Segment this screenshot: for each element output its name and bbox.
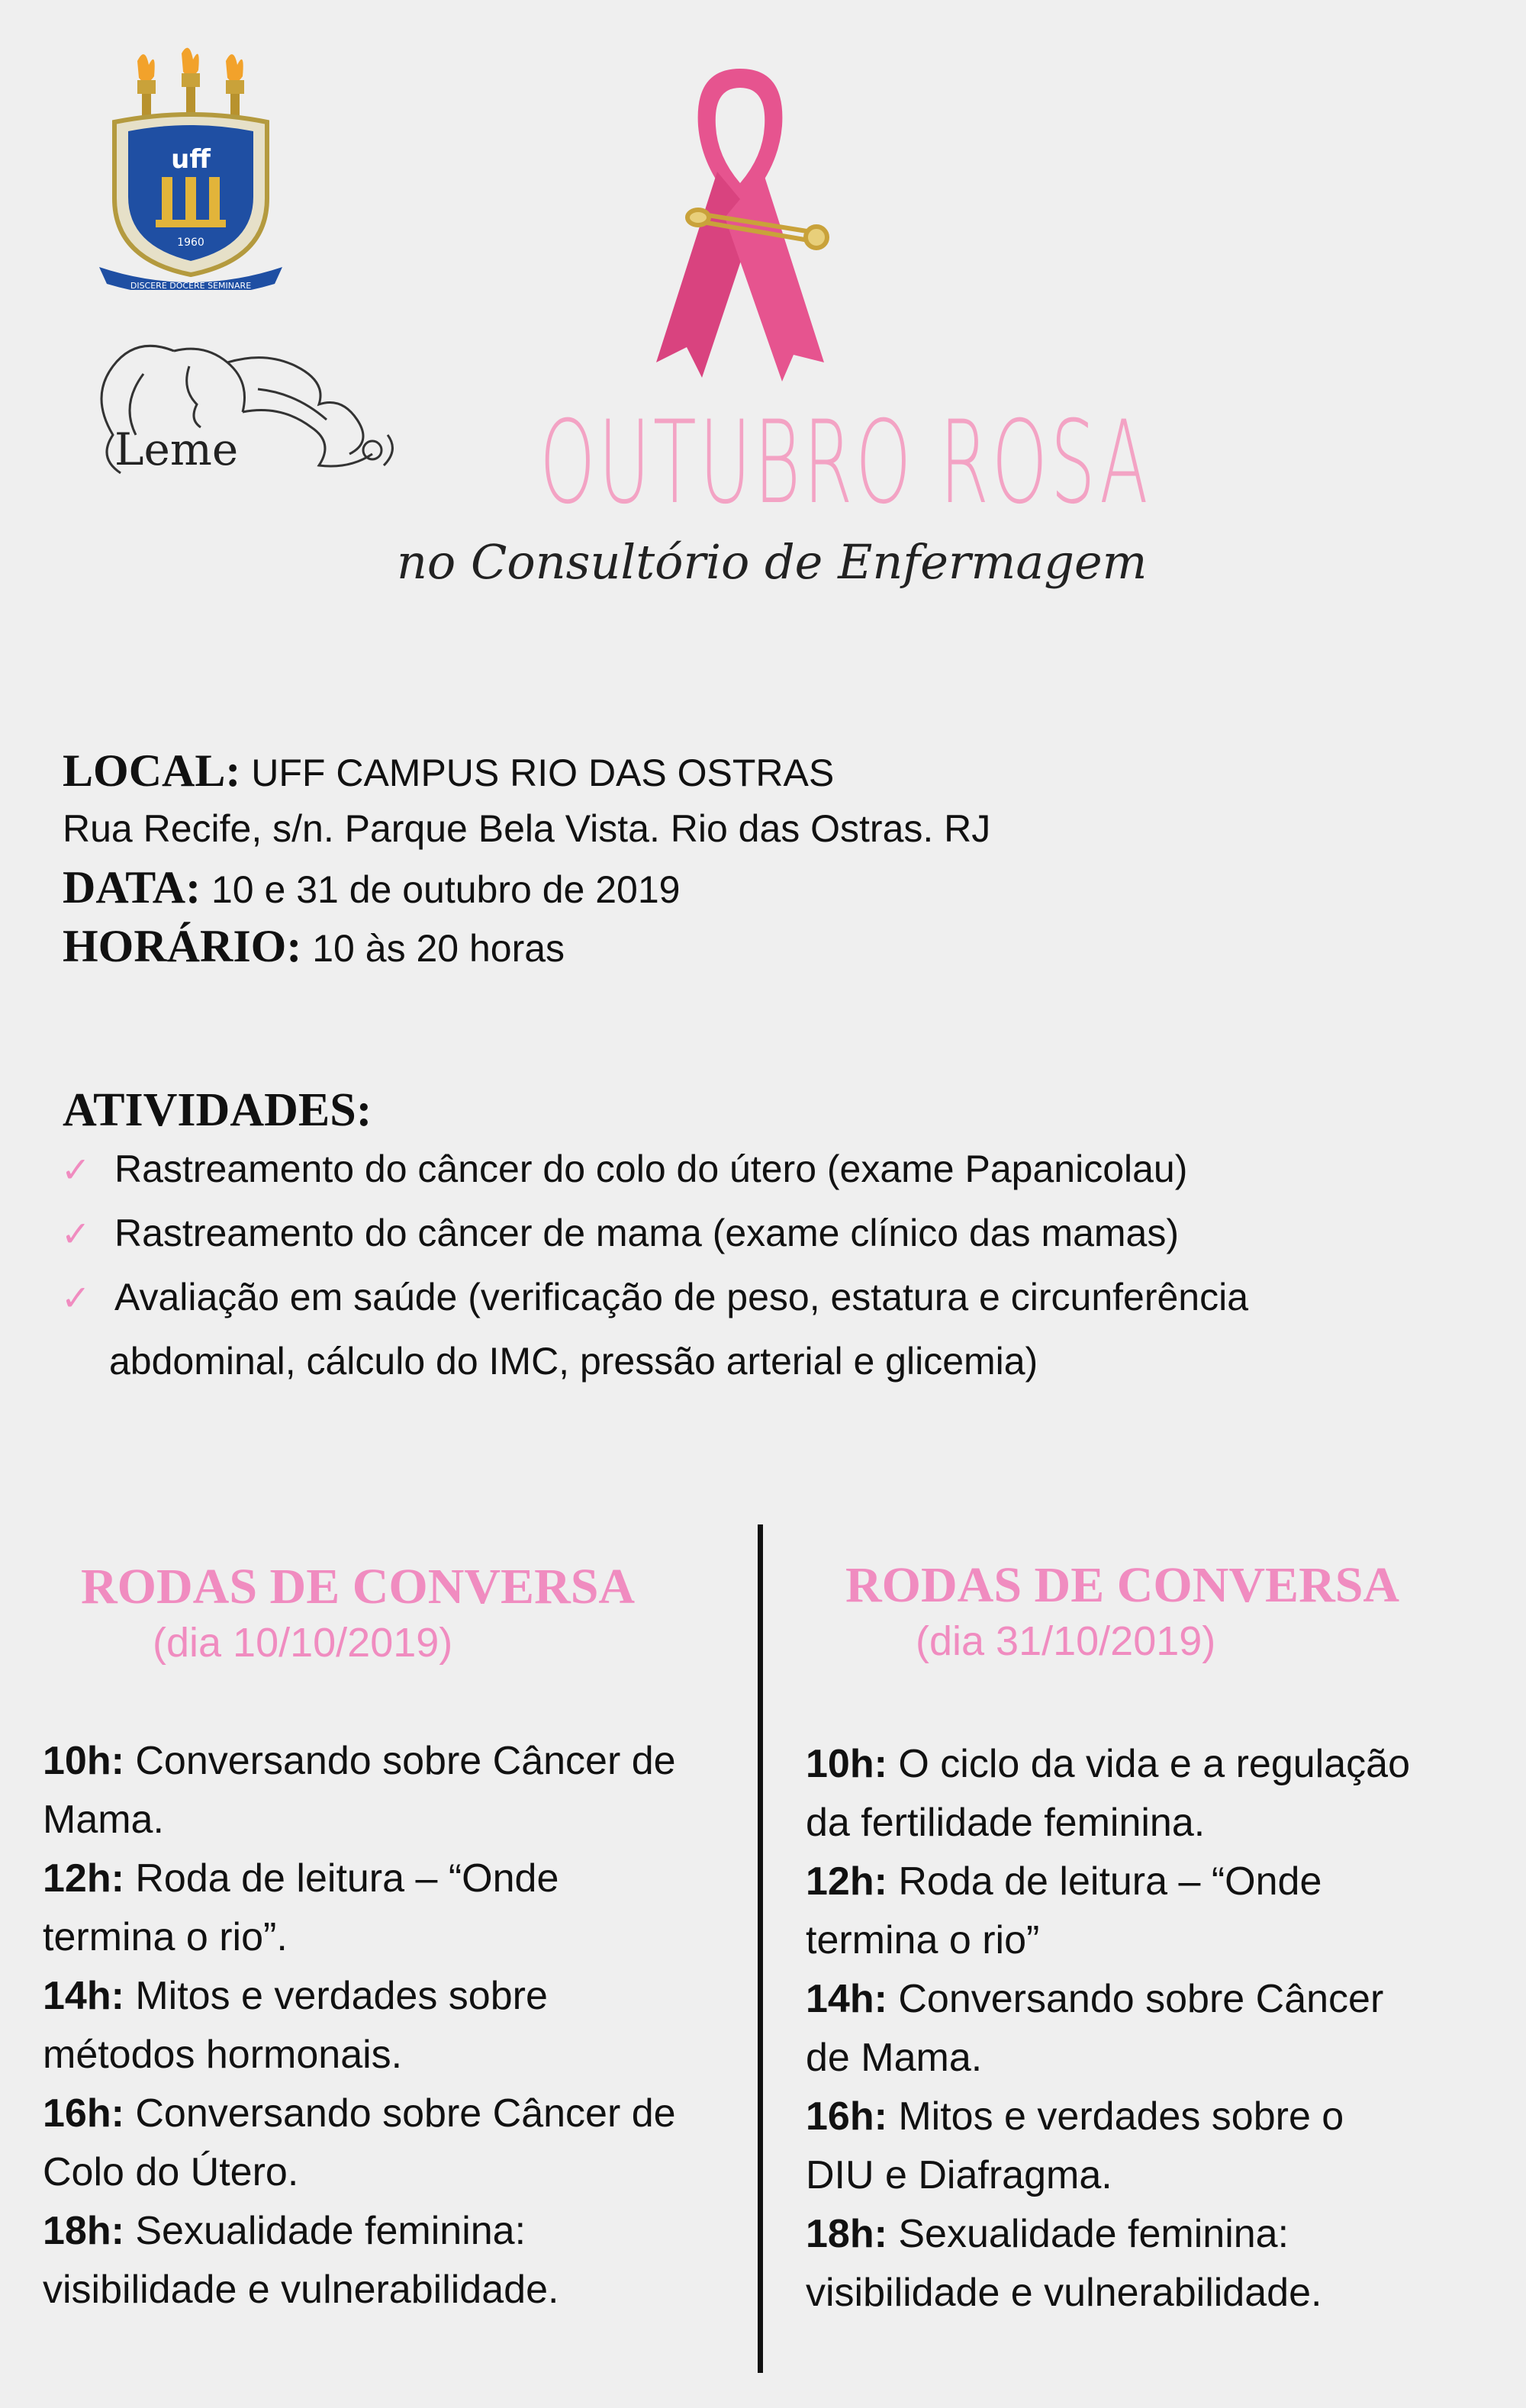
local-line: [63, 742, 834, 802]
schedule-text: Roda de leitura – “Onde: [887, 1859, 1322, 1904]
schedule-text: da fertilidade feminina.: [806, 1801, 1206, 1845]
time-value: 10 às 20 horas: [312, 927, 565, 970]
activity-item: [61, 1137, 1187, 1202]
activity-text: Rastreamento do câncer de mama (exame clínico das mamas): [114, 1212, 1180, 1254]
schedule-entry: [43, 2084, 729, 2202]
schedule-entry: [43, 1967, 729, 2084]
schedule-time: 10h:: [806, 1742, 887, 1786]
date-line: [63, 858, 680, 919]
date-label: DATA:: [63, 862, 201, 913]
schedule-time: 16h:: [806, 2094, 887, 2139]
right-schedule: [806, 1735, 1492, 2323]
schedule-time: 14h:: [43, 1974, 124, 2018]
pink-ribbon-icon: [626, 57, 855, 385]
schedule-entry: [43, 1849, 729, 1967]
date-value: 10 e 31 de outubro de 2019: [211, 868, 681, 911]
checkmark-icon: ✓: [61, 1278, 91, 1318]
local-label: LOCAL:: [63, 745, 241, 796]
schedule-text: Conversando sobre Câncer de: [124, 1739, 676, 1783]
schedule-time: 12h:: [43, 1856, 124, 1901]
schedule-text: Mama.: [43, 1798, 164, 1842]
schedule-time: 18h:: [43, 2209, 124, 2253]
schedule-text: DIU e Diafragma.: [806, 2153, 1112, 2197]
schedule-text: Mitos e verdades sobre: [124, 1974, 548, 2018]
activity-text: Rastreamento do câncer do colo do útero (exame Papanicolau): [114, 1148, 1188, 1190]
schedule-entry: [806, 2088, 1492, 2205]
svg-text:1960: 1960: [177, 237, 204, 249]
schedule-entry: [806, 1970, 1492, 2088]
schedule-text: métodos hormonais.: [43, 2033, 403, 2077]
schedule-text: visibilidade e vulnerabilidade.: [806, 2271, 1322, 2315]
svg-text:uff: uff: [171, 144, 211, 175]
event-subtitle: no Consultório de Enfermagem: [397, 534, 1148, 590]
schedule-time: 18h:: [806, 2212, 887, 2256]
activity-text-continued: abdominal, cálculo do IMC, pressão arterial e glicemia): [109, 1340, 1038, 1383]
time-line: [63, 917, 565, 977]
schedule-text: termina o rio”: [806, 1918, 1040, 1962]
schedule-entry: [806, 1735, 1492, 1853]
schedule-text: Sexualidade feminina:: [887, 2212, 1289, 2256]
activity-text: Avaliação em saúde (verificação de peso, estatura e circunferência: [114, 1276, 1249, 1318]
schedule-time: 14h:: [806, 1977, 887, 2021]
right-rodas-date: (dia 31/10/2019): [916, 1618, 1216, 1664]
schedule-text: visibilidade e vulnerabilidade.: [43, 2268, 559, 2312]
checkmark-icon: ✓: [61, 1150, 91, 1190]
schedule-entry: [43, 1732, 729, 1849]
left-schedule: [43, 1732, 729, 2319]
schedule-time: 16h:: [43, 2091, 124, 2136]
column-divider: [758, 1524, 763, 2373]
activity-item: [61, 1265, 1248, 1330]
schedule-text: Colo do Útero.: [43, 2150, 299, 2194]
schedule-text: Conversando sobre Câncer: [887, 1977, 1384, 2021]
svg-text:DISCERE DOCERE SEMINARE: DISCERE DOCERE SEMINARE: [130, 281, 252, 290]
schedule-time: 10h:: [43, 1739, 124, 1783]
schedule-text: de Mama.: [806, 2036, 983, 2080]
address-line: Rua Recife, s/n. Parque Bela Vista. Rio das Ostras. RJ: [63, 807, 991, 850]
schedule-text: Mitos e verdades sobre o: [887, 2094, 1344, 2139]
schedule-text: Conversando sobre Câncer de: [124, 2091, 676, 2136]
time-label: HORÁRIO:: [63, 921, 302, 971]
schedule-entry: [806, 2205, 1492, 2323]
schedule-entry: [806, 1853, 1492, 1970]
leme-logo-text: Leme: [114, 423, 239, 475]
left-rodas-title: RODAS DE CONVERSA: [81, 1559, 636, 1614]
checkmark-icon: ✓: [61, 1214, 91, 1254]
activity-item: [61, 1201, 1179, 1266]
schedule-text: O ciclo da vida e a regulação: [887, 1742, 1410, 1786]
schedule-time: 12h:: [806, 1859, 887, 1904]
schedule-text: Sexualidade feminina:: [124, 2209, 526, 2253]
event-title: OUTUBRO ROSA: [539, 397, 1151, 530]
local-value: UFF CAMPUS RIO DAS OSTRAS: [251, 752, 835, 794]
left-rodas-date: (dia 10/10/2019): [153, 1620, 453, 1666]
schedule-entry: [43, 2202, 729, 2319]
activities-title: ATIVIDADES:: [63, 1084, 372, 1136]
schedule-text: termina o rio”.: [43, 1915, 288, 1959]
uff-crest-logo: [92, 46, 290, 290]
right-rodas-title: RODAS DE CONVERSA: [845, 1557, 1400, 1613]
schedule-text: Roda de leitura – “Onde: [124, 1856, 559, 1901]
